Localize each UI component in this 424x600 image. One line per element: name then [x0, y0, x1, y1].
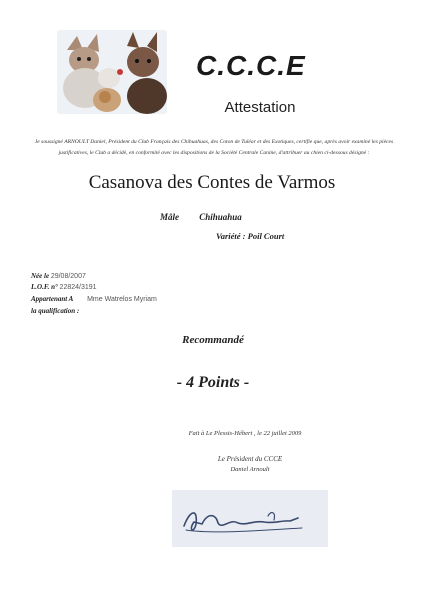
born-label: Née le — [31, 272, 50, 280]
club-acronym: C.C.C.E — [196, 50, 306, 81]
dog-sex: Mâle — [160, 212, 179, 222]
lof-field — [31, 283, 97, 291]
sex-breed-line — [160, 212, 260, 222]
lof-value: 22824/3191 — [59, 284, 97, 291]
lof-label: L.O.F. n° — [31, 283, 58, 291]
club-logo-photo — [57, 30, 167, 114]
signatory-title: Le Président du CCCE — [217, 455, 283, 463]
intro-paragraph: Je soussigné ARNOULT Daniel, Président du Club Français des Chihuahuas, des Coton de Tuléar et des Exotiques, certifie que, après avoir examiné les pièces justificatives, le Club a décidé, en conformité avec les dispositions de la Société Centrale Canine, d'attribuer au chien ci-dessous désigné : — [34, 139, 394, 156]
dog-name: Casanova des Contes de Varmos — [88, 172, 336, 193]
qualification-value: Recommandé — [182, 334, 244, 346]
points-awarded: - 4 Points - — [176, 374, 250, 391]
born-value: 29/08/2007 — [50, 273, 86, 280]
chihuahua-dogs-image — [57, 30, 167, 114]
variety-line — [216, 231, 284, 241]
owner-field — [31, 295, 157, 303]
variety-label: Variété : — [216, 231, 246, 241]
signatory-name: Daniel Arnoult — [230, 466, 270, 473]
qualification-field — [31, 307, 79, 315]
handwritten-signature — [172, 490, 328, 547]
document-title: Attestation — [224, 99, 296, 116]
dog-breed: Chihuahua — [199, 212, 242, 222]
variety-value: Poil Court — [247, 231, 285, 241]
owner-value: Mme Watrelos Myriam — [87, 296, 157, 303]
qualification-label: la qualification : — [31, 307, 80, 315]
born-field — [31, 272, 86, 280]
place-date: Fait à Le Plessis-Hébert , le 22 juillet 2009 — [188, 430, 302, 437]
signature-area — [172, 490, 328, 547]
owner-label: Appartenant A — [31, 295, 74, 303]
